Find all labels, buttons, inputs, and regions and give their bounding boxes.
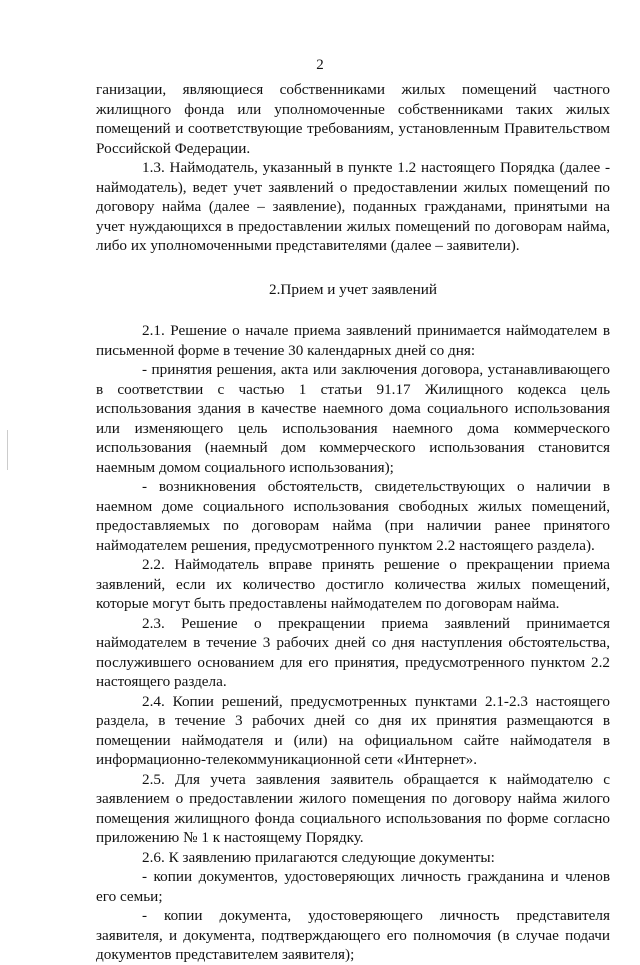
list-item: - принятия решения, акта или заключения договора, устанавливающего в соответствии с частью 1 статьи 91.17 Жилищного кодекса цель использования здания в качестве наемного дома социального использования или изменяющего цель использования наемного дома коммерческого использования (наемный дом коммерческого использования становится наемным домом социального использования); (96, 361, 610, 476)
paragraph-2-1: 2.1. Решение о начале приема заявлений принимается наймодателем в письменной форме в течение 30 календарных дней со дня: (96, 322, 610, 359)
paragraph-2-4: 2.4. Копии решений, предусмотренных пунктами 2.1-2.3 настоящего раздела, в течение 3 рабочих дней со дня их принятия размещаются в помещении наймодателя и (или) на официальном сайте наймодателя в информационно-телекоммуникационной сети «Интернет». (96, 692, 610, 768)
list-item: - возникновения обстоятельств, свидетельствующих о наличии в наемном доме социального использования свободных жилых помещений, предоставляемых по договорам найма (при наличии ранее принятого наймодателем решения, предусмотренного пунктом 2.2 настоящего раздела). (96, 478, 610, 554)
page-number: 2 (316, 57, 324, 73)
document-body (96, 80, 610, 965)
paragraph-2-3: 2.3. Решение о прекращении приема заявлений принимается наймодателем в течение 3 рабочих дней со дня наступления обстоятельства, послужившего основанием для его принятия, предусмотренного пунктом 2.2 настоящего раздела. (96, 614, 610, 690)
paragraph-2-6: 2.6. К заявлению прилагаются следующие документы: (142, 848, 495, 866)
list-item: - копии документа, удостоверяющего личность представителя заявителя, и документа, подтверждающего его полномочия (в случае подачи документов представителем заявителя); (96, 907, 610, 963)
paragraph-2-5: 2.5. Для учета заявления заявитель обращается к наймодателю с заявлением о предоставлении жилого помещения по договору найма жилого помещения жилищного фонда социального использования по форме согласно приложению № 1 к настоящему Порядку. (96, 770, 610, 846)
paragraph-continuation: ганизации, являющиеся собственниками жилых помещений частного жилищного фонда или уполномоченные собственниками таких жилых помещений и соответствующие требованиям, установленным Правительством Российской Федерации. (96, 81, 610, 157)
paragraph-1-3: 1.3. Наймодатель, указанный в пункте 1.2 настоящего Порядка (далее - наймодатель), ведет учет заявлений о предоставлении жилых помещений по договору найма (далее – заявление), поданных гражданами, принятыми на учет нуждающихся в предоставлении жилых помещений по договорам найма, либо их уполномоченными представителями (далее – заявители). (96, 159, 610, 254)
list-item: - копии документов, удостоверяющих личность гражданина и членов его семьи; (96, 868, 610, 905)
paragraph-2-2: 2.2. Наймодатель вправе принять решение о прекращении приема заявлений, если их количество достигло количества жилых помещений, которые могут быть предоставлены наймодателем по договорам найма. (96, 556, 610, 612)
scan-margin-mark (7, 430, 8, 470)
section-heading: 2.Прием и учет заявлений (269, 280, 437, 298)
